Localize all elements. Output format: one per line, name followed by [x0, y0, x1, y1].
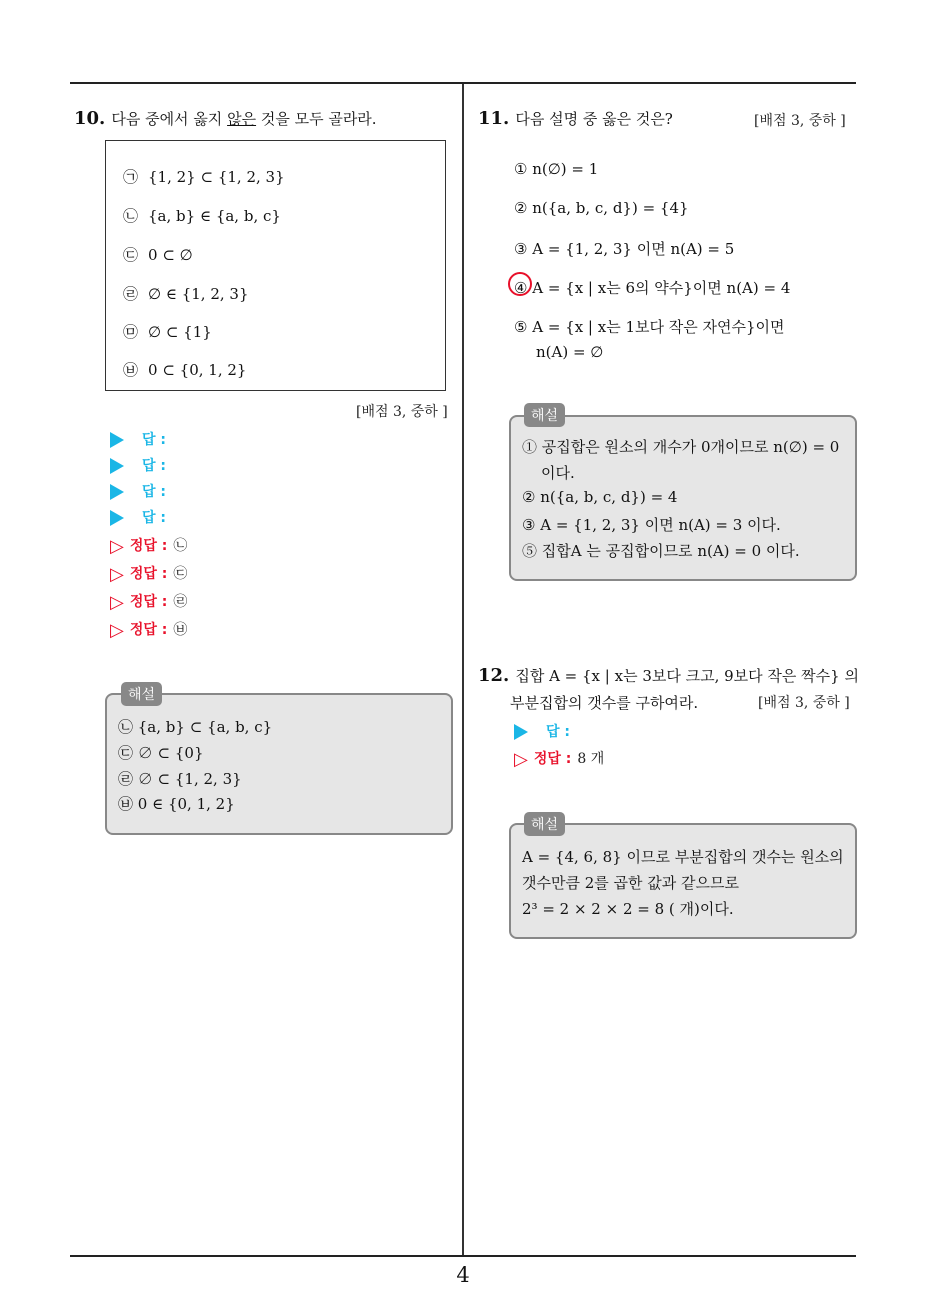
q10-choice: ㉤ ∅ ⊂ {1}	[123, 323, 212, 341]
answer-arrow-icon	[110, 458, 124, 474]
q10-correct-line: ▷ 정답 : ㉥	[110, 619, 188, 641]
q11-explanation-line: ① 공집합은 원소의 개수가 0개이므로 n(∅) = 0	[522, 438, 840, 456]
q11-option-continuation: n(A) = ∅	[536, 343, 604, 361]
q11-explanation-line: ② n({a, b, c, d}) = 4	[522, 488, 678, 506]
page-number: 4	[456, 1263, 470, 1287]
q10-choice: ㉢ 0 ⊂ ∅	[123, 246, 193, 264]
q10-number: 10.	[74, 108, 106, 129]
q12-title: 12. 집합 A = {x | x는 3보다 크고, 9보다 작은 짝수} 의	[478, 665, 859, 686]
q10-explanation-line: ㉥ 0 ∈ {0, 1, 2}	[118, 795, 235, 813]
q12-explanation-line: A = {4, 6, 8} 이므로 부분집합의 갯수는 원소의	[522, 848, 844, 866]
q10-explanation-line: ㉣ ∅ ⊂ {1, 2, 3}	[118, 770, 242, 788]
q11-explanation-line: ⑤ 집합A 는 공집합이므로 n(A) = 0 이다.	[522, 542, 800, 560]
q12-number: 12.	[478, 665, 510, 686]
q10-choice-box	[105, 140, 446, 391]
q12-answer-line: 답 :	[514, 721, 570, 741]
q11-option: ③ A = {1, 2, 3} 이면 n(A) = 5	[514, 240, 735, 258]
answer-arrow-icon	[514, 724, 528, 740]
q12-explanation-line: 갯수만큼 2를 곱한 값과 같으므로	[522, 874, 739, 892]
q10-answer-line: 답 :	[110, 455, 166, 475]
q10-answer-line: 답 :	[110, 507, 166, 527]
q10-correct-line: ▷ 정답 : ㉣	[110, 591, 188, 613]
answer-arrow-icon	[110, 432, 124, 448]
answer-arrow-icon	[110, 510, 124, 526]
q10-explanation-line: ㉢ ∅ ⊂ {0}	[118, 744, 204, 762]
bottom-rule	[70, 1255, 856, 1257]
q11-option: ⑤ A = {x | x는 1보다 작은 자연수}이면	[514, 318, 785, 336]
correct-arrow-icon: ▷	[110, 591, 124, 613]
correct-arrow-icon: ▷	[110, 619, 124, 641]
q11-option: ② n({a, b, c, d}) = {4}	[514, 199, 689, 217]
q11-title: 11. 다음 설명 중 옳은 것은?	[478, 108, 673, 129]
q10-choice: ㉠ {1, 2} ⊂ {1, 2, 3}	[123, 168, 285, 186]
correct-arrow-icon: ▷	[110, 535, 124, 557]
q10-choice: ㉥ 0 ⊂ {0, 1, 2}	[123, 361, 247, 379]
q12-correct-line: ▷ 정답 : 8 개	[514, 748, 605, 770]
q10-answer-line: 답 :	[110, 429, 166, 449]
q11-option: ① n(∅) = 1	[514, 160, 599, 178]
q11-score: [배점 3, 중하 ]	[754, 113, 846, 129]
q10-title: 10. 다음 중에서 옳지 않은 것을 모두 골라라.	[74, 108, 377, 129]
q10-answer-line: 답 :	[110, 481, 166, 501]
q11-explanation-line: ③ A = {1, 2, 3} 이면 n(A) = 3 이다.	[522, 516, 781, 534]
q12-explanation-tag: 해설	[524, 812, 565, 836]
q10-explanation-line: ㉡ {a, b} ⊂ {a, b, c}	[118, 718, 273, 736]
selected-answer-ring	[508, 272, 532, 296]
q12-score: [배점 3, 중하 ]	[758, 695, 850, 711]
q11-explanation-line: 이다.	[541, 464, 575, 482]
column-divider	[462, 84, 464, 1256]
answer-arrow-icon	[110, 484, 124, 500]
q12-title-line2: 부분집합의 갯수를 구하여라.	[510, 694, 699, 712]
q11-explanation-tag: 해설	[524, 403, 565, 427]
q10-explanation-tag: 해설	[121, 682, 162, 706]
correct-arrow-icon: ▷	[110, 563, 124, 585]
q11-number: 11.	[478, 108, 510, 129]
correct-arrow-icon: ▷	[514, 748, 528, 770]
q11-option: ④ A = {x | x는 6의 약수}이면 n(A) = 4	[514, 279, 791, 297]
q10-correct-line: ▷ 정답 : ㉢	[110, 563, 188, 585]
q10-choice: ㉣ ∅ ∈ {1, 2, 3}	[123, 285, 249, 303]
q10-choice: ㉡ {a, b} ∈ {a, b, c}	[123, 207, 281, 225]
q10-correct-line: ▷ 정답 : ㉡	[110, 535, 188, 557]
q10-score: [배점 3, 중하 ]	[356, 404, 448, 420]
q12-explanation-line: 2³ = 2 × 2 × 2 = 8 ( 개)이다.	[522, 900, 734, 918]
